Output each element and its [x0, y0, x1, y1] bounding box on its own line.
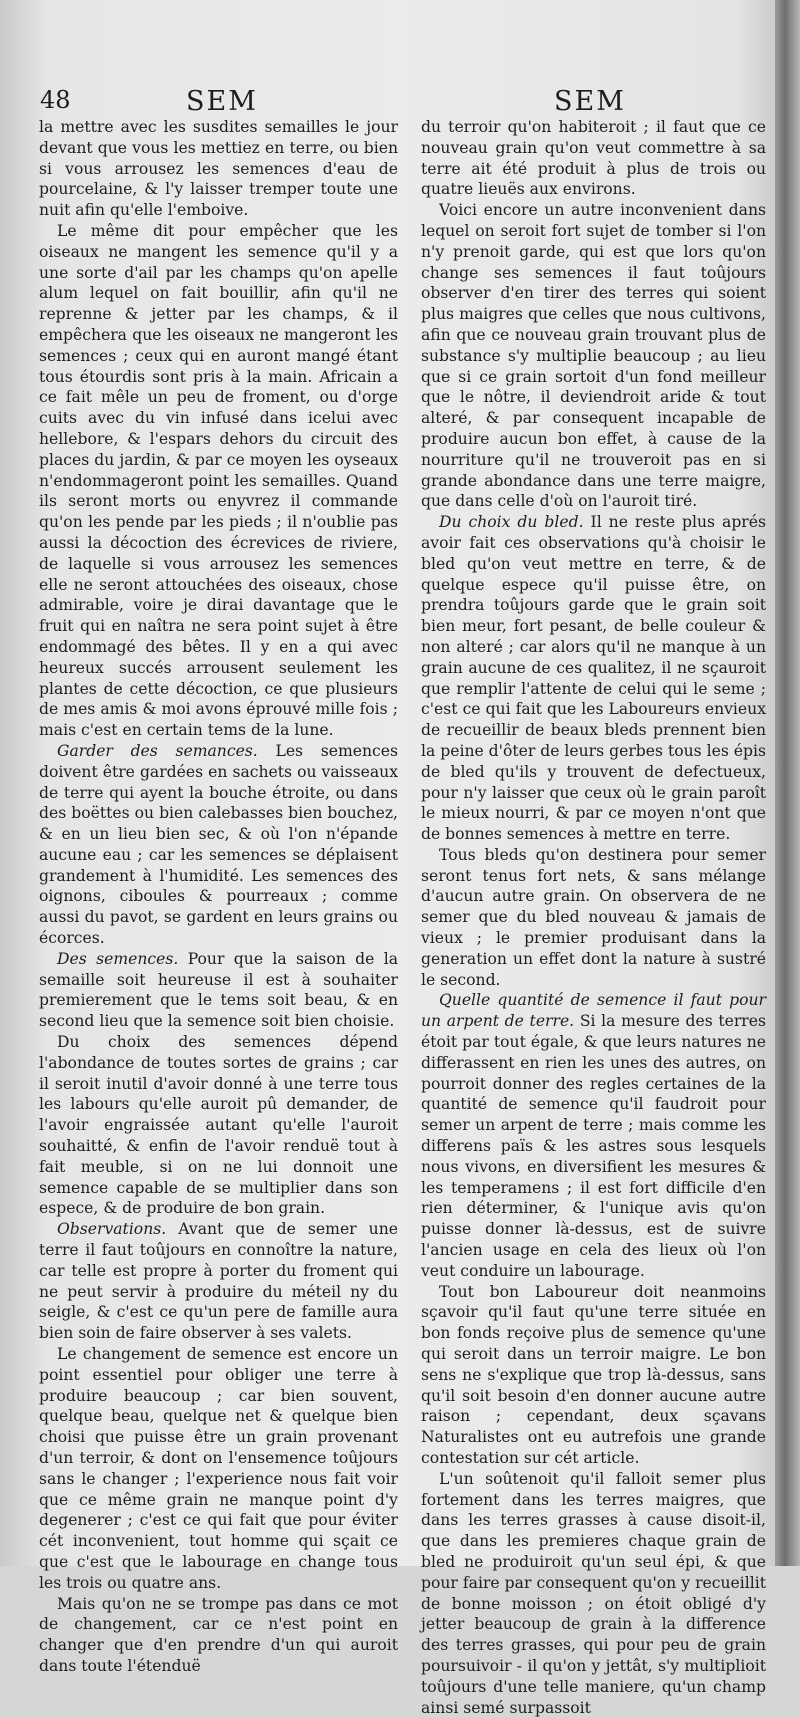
paragraph [421, 117, 766, 200]
paragraph [39, 1032, 398, 1219]
paragraph [39, 1344, 398, 1594]
paragraph-heading: Quelle quantité de semence il faut pour un arpent de terre. [421, 991, 766, 1031]
paragraph-text: Il ne reste plus aprés avoir fait ces observations qu'à choisir le bled qu'on veut mettre en terre, & de quelque espece qu'il puisse être, on prendra toûjours garde que le grain soit bien meur, fort pesant, de belle couleur & non alteré ; car alors qu'il ne manque à un grain aucune de ces qualitez, il ne sçauroit que remplir l'attente de celui qui le seme ; c'est ce qui fait que les Laboureurs envieux de recueillir de beaux bleds prennent bien la peine d'ôter de leurs gerbes tous les épis de bled qu'ils y trouvent de defectueux, pour n'y laisser que ceux où le grain paroît le mieux nourri, & par ce moyen n'ont que de bonnes semences à mettre en terre. [421, 513, 766, 844]
paragraph-text: Si la mesure des terres étoit par tout égale, & que leurs natures ne differassent en rien les unes des autres, on pourroit donner des regles certaines de la quantité de semence qu'il faudroit pour semer un arpent de terre ; mais comme les differens païs & les astres sous lesquels nous vivons, en diversifient les mesures & les temperamens ; il est fort difficile d'en rien déterminer, & l'unique avis qu'on puisse donner là-dessus, est de suivre l'ancien usage en cela des lieux où l'on veut conduire un labourage. [421, 1012, 766, 1280]
paragraph-text: L'un soûtenoit qu'il falloit semer plus fortement dans les terres maigres, que dans les terres grasses à cause disoit-il, que dans les premieres chaque grain de bled ne produiroit qu'un seul épi, & que pour faire par consequent qu'on y recueillit de bonne moisson ; on étoit obligé d'y jetter beaucoup de grain à la difference des terres grasses, qui pour peu de grain poursuivoir - il qu'on y jettât, s'y multiplioit toûjours d'une telle maniere, qu'un champ ainsi semé surpassoit [421, 1469, 766, 1717]
book-gutter [775, 0, 800, 1566]
running-head-right: SEM [554, 86, 626, 117]
paragraph-text: Du choix des semences dépend l'abondance de toutes sortes de grains ; car il seroit inutil d'avoir donné à une terre tous les labours qu'elle auroit pû demander, de l'avoir engraissée autant qu'elle l'auroit souhaitté, & enfin de l'avoir renduë tout à fait meuble, si on ne lui donnoit une semence capable de se multiplier dans son espece, & de produire de bon grain. [39, 1033, 398, 1218]
paragraph-text: Tous bleds qu'on destinera pour semer seront tenus fort nets, & sans mélange d'aucun autre grain. On observera de ne semer que du bled nouveau & jamais de vieux ; le premier produisant dans la generation un effet dont la nature à sustré le second. [421, 845, 766, 989]
paragraph [421, 1282, 766, 1469]
paragraph-text: Voici encore un autre inconvenient dans lequel on seroit fort sujet de tomber si l'on n'y prenoit garde, qui est que lors qu'on change ses semences il faut toûjours observer d'en tirer des terres qui soient plus maigres que celles que nous cultivons, afin que ce nouveau grain trouvant plus de substance s'y multiplie beaucoup ; au lieu que si ce grain sortoit d'un fond meilleur que le nôtre, il deviendroit aride & tout alteré, & par consequent incapable de produire aucun bon effet, à cause de la nourriture qu'il ne trouveroit pas en si grande abondance dans une terre maigre, que dans celle d'où on l'auroit tiré. [421, 201, 766, 511]
running-head-left: SEM [186, 86, 258, 117]
paragraph-text: Le changement de semence est encore un point essentiel pour obliger une terre à produire beaucoup ; car bien souvent, quelque beau, quelque net & quelque bien choisi que puisse être un grain provenant d'un terroir, & dont on l'ensemence toûjours sans le changer ; l'experience nous fait voir que ce même grain ne manque point d'y degenerer ; c'est ce qui fait que pour éviter cét inconvenient, tout homme qui sçait ce que c'est que le labourage en change tous les trois ou quatre ans. [39, 1345, 398, 1592]
paragraph-text: Les semences doivent être gardées en sachets ou vaisseaux de terre qui ayent la bouche étroite, ou dans des boëttes ou bien calebasses bien bouchez, & en un lieu bien sec, & où l'on n'épande aucune eau ; car les semences se déplaisent grandement à l'humidité. Les semences des oignons, ciboules & pourreaux ; comme aussi du pavot, se gardent en leurs grains ou écorces. [39, 741, 399, 948]
paragraph-text: Pour que la saison de la semaille soit heureuse il est à souhaiter premierement que le tems soit beau, & en second lieu que la semence soit bien choisie. [39, 949, 398, 1031]
paragraph-text: Tout bon Laboureur doit neanmoins sçavoir qu'il faut qu'une terre située en bon fonds reçoive plus de semence qu'une qui seroit dans un terroir maigre. Le bon sens ne s'explique que trop là-dessus, sans qu'il soit besoin d'en donner aucune autre raison ; cependant, deux sçavans Naturalistes ont eu autrefois une grande contestation sur cét article. [421, 1282, 766, 1467]
page-header [0, 86, 800, 120]
paragraph [39, 1219, 398, 1344]
paragraph-text: la mettre avec les susdites semailles le jour devant que vous les mettiez en terre, ou bien si vous arrousez les semences d'eau de pourcelaine, & l'y laisser tremper toute une nuit afin qu'elle l'emboive. [39, 118, 398, 220]
paragraph [39, 1594, 398, 1677]
paragraph-text: Avant que de semer une terre il faut toûjours en connoître la nature, car telle est propre à porter du froment qui ne peut servir à produire du méteil ny du seigle, & c'est ce qu'un pere de famille aura bien soin de faire observer à ses valets. [39, 1220, 398, 1343]
paragraph [39, 117, 398, 221]
paragraph-text: Mais qu'on ne se trompe pas dans ce mot de changement, car ce n'est point en changer que d'en prendre d'un qui auroit dans toute l'étenduë [39, 1594, 398, 1675]
paragraph [421, 512, 766, 845]
paragraph [39, 741, 398, 949]
paragraph-text: du terroir qu'on habiteroit ; il faut que ce nouveau grain qu'on veut commettre à sa terre ait été produit à plus de trois ou quatre lieuës aux environs. [421, 118, 766, 199]
paragraph [39, 949, 398, 1032]
paragraph [421, 845, 766, 991]
paragraph-heading: Observations. [57, 1220, 167, 1239]
paragraph [39, 221, 398, 741]
left-text-column [39, 117, 399, 1675]
page-number: 48 [40, 86, 71, 114]
paragraph-text: Le même dit pour empêcher que les oiseaux ne mangent les semence qu'il y a une sorte d'ail par les champs qu'on apelle alum lequel on fait bouillir, afin qu'il ne reprenne & jetter par les champs, & il empêchera que les oiseaux ne mangeront les semences ; ceux qui en auront mangé étant tous étourdis sont pris à la main. Africain a ce fait mêle un peu de froment, ou d'orge cuits avec du vin infusé dans icelui avec hellebore, & l'espars dehors du circuit des places du jardin, & par ce moyen les oyseaux n'endommageront point les semailles. Quand ils seront morts ou enyvrez il commande qu'on les pende par les pieds ; il n'oublie pas aussi la décoction des écrevices de riviere, de laquelle si vous arrousez les semences elle ne seront attouchées des oiseaux, chose admirable, voire je dirai davantage que le fruit qui en naîtra ne sera point sujet à être endommagé des bêtes. Il y en a qui avec heureux succés arrousent seulement les plantes de cette décoction, ce que plusieurs de mes amis & moi avons éprouvé mille fois ; mais c'est en certain tems de la lune. [39, 221, 398, 740]
paragraph-heading: Garder des semances. [57, 741, 258, 760]
paragraph [421, 990, 766, 1281]
paragraph [421, 1469, 766, 1718]
paragraph-heading: Des semences. [57, 949, 179, 968]
paragraph-heading: Du choix du bled. [439, 513, 584, 532]
paragraph [421, 200, 766, 512]
right-text-column [421, 117, 766, 1717]
